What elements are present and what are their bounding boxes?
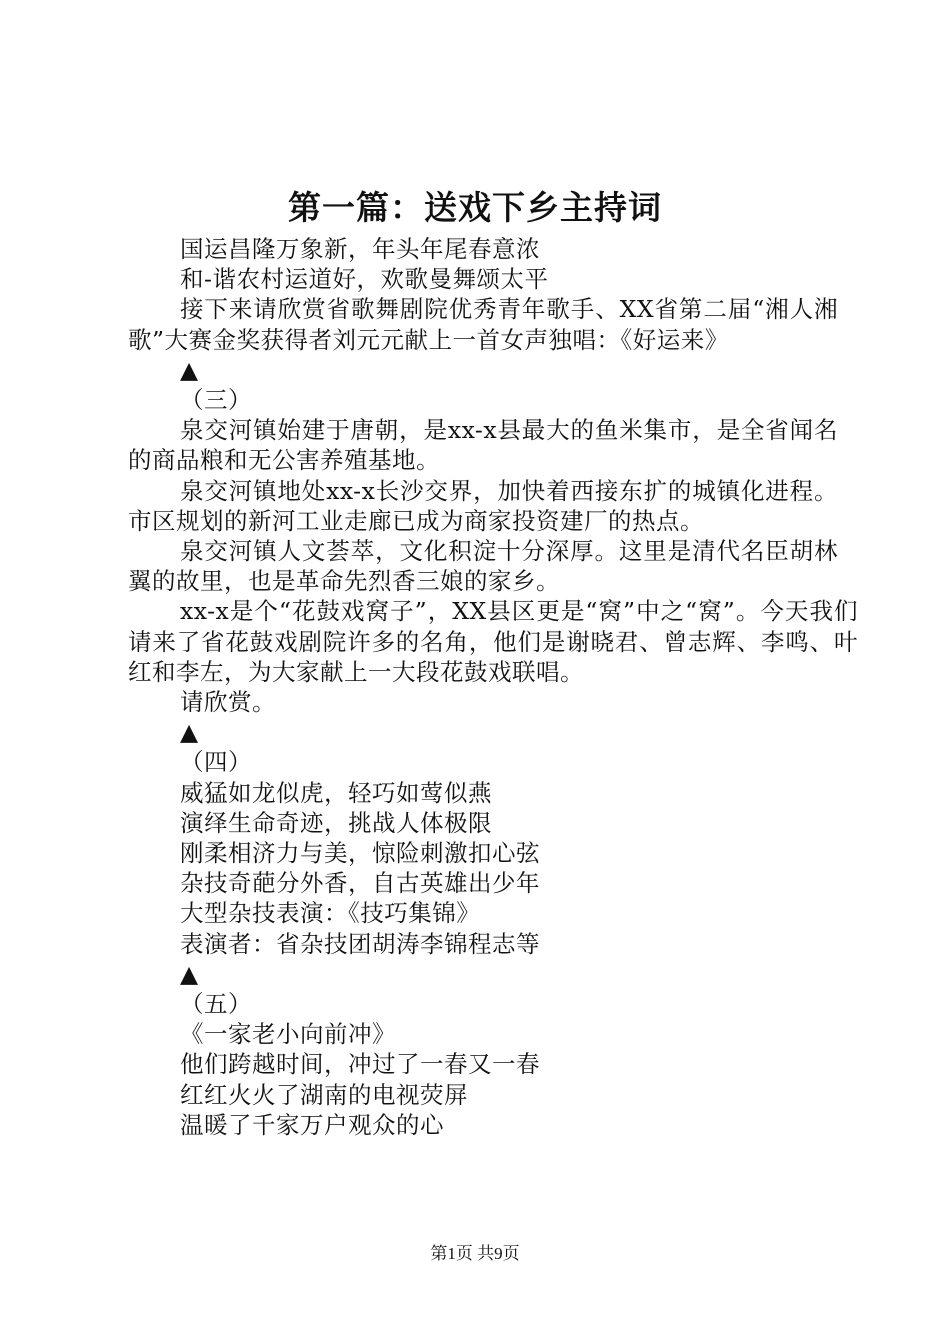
verse-line: 温暖了千家万户观众的心	[180, 1110, 444, 1139]
verse-line: 红红火火了湖南的电视荧屏	[180, 1080, 468, 1109]
document-body	[128, 234, 858, 1140]
section-heading: （四）	[180, 748, 252, 777]
invite-line: 请欣赏。	[180, 688, 276, 717]
verse-line: 演绎生命奇迹，挑战人体极限	[180, 808, 492, 837]
performer-line: 表演者：省杂技团胡涛李锦程志等	[180, 929, 540, 958]
section-heading: （五）	[180, 990, 252, 1019]
paragraph: 接下来请欣赏省歌舞剧院优秀青年歌手、XX省第二届“湘人湘歌”大赛金奖获得者刘元元献上一首女声独唱：《好运来》	[128, 295, 838, 354]
document-title: 第一篇：送戏下乡主持词	[288, 188, 662, 227]
program-line: 大型杂技表演：《技巧集锦》	[180, 899, 481, 928]
paragraph: 泉交河镇始建于唐朝，是xx-x县最大的鱼米集市，是全省闻名的商品粮和无公害养殖基地。	[128, 416, 838, 475]
paragraph: xx-x是个“花鼓戏窝子”，XX县区更是“窝”中之“窝”。今天我们请来了省花鼓戏剧院许多的名角，他们是谢晓君、曾志辉、李鸣、叶红和李左，为大家献上一大段花鼓戏联唱。	[128, 597, 858, 686]
paragraph: 泉交河镇人文荟萃，文化积淀十分深厚。这里是清代名臣胡林翼的故里，也是革命先烈香三娘的家乡。	[128, 537, 838, 596]
verse-line: 和-谐农村运道好，欢歌曼舞颂太平	[180, 265, 549, 294]
verse-line: 他们跨越时间，冲过了一春又一春	[180, 1050, 540, 1079]
verse-line: 刚柔相济力与美，惊险刺激扣心弦	[180, 839, 540, 868]
page-footer: 第1页 共9页	[430, 1244, 520, 1263]
paragraph: 泉交河镇地处xx-x长沙交界，加快着西接东扩的城镇化进程。市区规划的新河工业走廊已成为商家投资建厂的热点。	[128, 476, 838, 535]
section-heading: （三）	[180, 386, 252, 415]
triangle-marker: ▲	[180, 718, 199, 747]
program-line: 《一家老小向前冲》	[180, 1020, 396, 1049]
verse-line: 威猛如龙似虎，轻巧如莺似燕	[180, 778, 492, 807]
verse-line: 国运昌隆万象新，年头年尾春意浓	[180, 235, 540, 263]
verse-line: 杂技奇葩分外香，自古英雄出少年	[180, 869, 540, 898]
triangle-marker: ▲	[180, 959, 199, 988]
triangle-marker: ▲	[180, 355, 199, 384]
